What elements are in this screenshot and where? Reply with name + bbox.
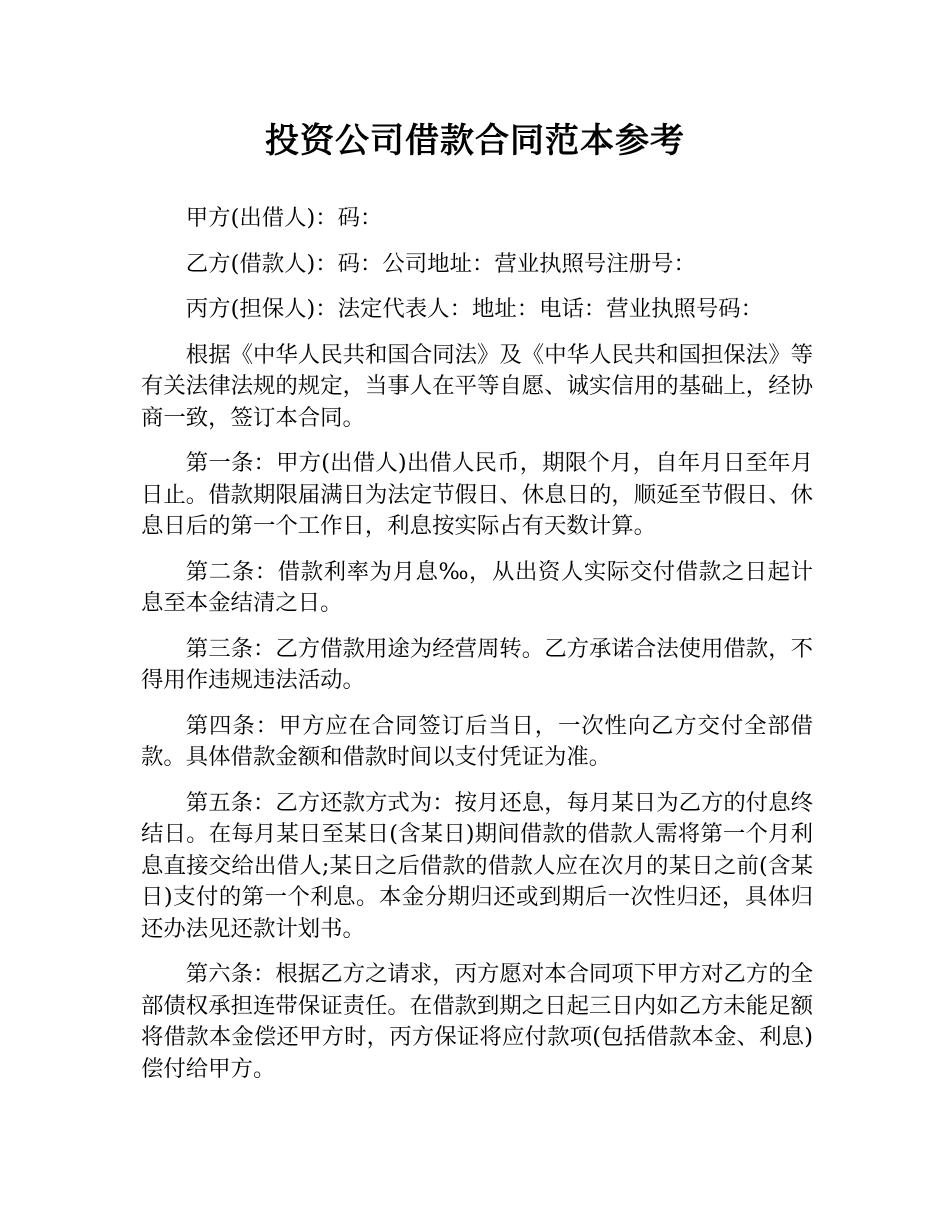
party-a-line: 甲方(出借人)：码： (185, 205, 383, 231)
article-3-paragraph: 第三条：乙方借款用途为经营周转。乙方承诺合法使用借款，不得用作违规违法活动。 (141, 635, 813, 693)
document-title: 投资公司借款合同范本参考 (265, 121, 685, 161)
document-body (141, 203, 813, 1099)
article-2-paragraph: 第二条：借款利率为月息‰，从出资人实际交付借款之日起计息至本金结清之日。 (141, 558, 813, 616)
article-5-paragraph: 第五条：乙方还款方式为：按月还息，每月某日为乙方的付息终结日。在每月某日至某日(含某日)期间借款的借款人需将第一个月利息直接交给出借人;某日之后借款的借款人应在次月的某日之前(含某日)支付的第一个利息。本金分期归还或到期后一次性归还，具体归还办法见还款计划书。 (141, 789, 813, 942)
article-4-paragraph: 第四条：甲方应在合同签订后当日，一次性向乙方交付全部借款。具体借款金额和借款时间以支付凭证为准。 (141, 712, 813, 770)
party-c-line: 丙方(担保人)：法定代表人：地址：电话：营业执照号码： (185, 296, 764, 322)
preamble-paragraph: 根据《中华人民共和国合同法》及《中华人民共和国担保法》等有关法律法规的规定，当事人在平等自愿、诚实信用的基础上，经协商一致，签订本合同。 (141, 341, 813, 431)
party-b-line: 乙方(借款人)：码：公司地址：营业执照号注册号： (185, 250, 696, 277)
article-1-paragraph: 第一条：甲方(出借人)出借人民币，期限个月，自年月日至年月日止。借款期限届满日为法定节假日、休息日的，顺延至节假日、休息日后的第一个工作日，利息按实际占有天数计算。 (141, 450, 813, 539)
article-6-paragraph: 第六条：根据乙方之请求，丙方愿对本合同项下甲方对乙方的全部债权承担连带保证责任。在借款到期之日起三日内如乙方未能足额将借款本金偿还甲方时，丙方保证将应付款项(包括借款本金、利息)偿付给甲方。 (141, 961, 813, 1082)
